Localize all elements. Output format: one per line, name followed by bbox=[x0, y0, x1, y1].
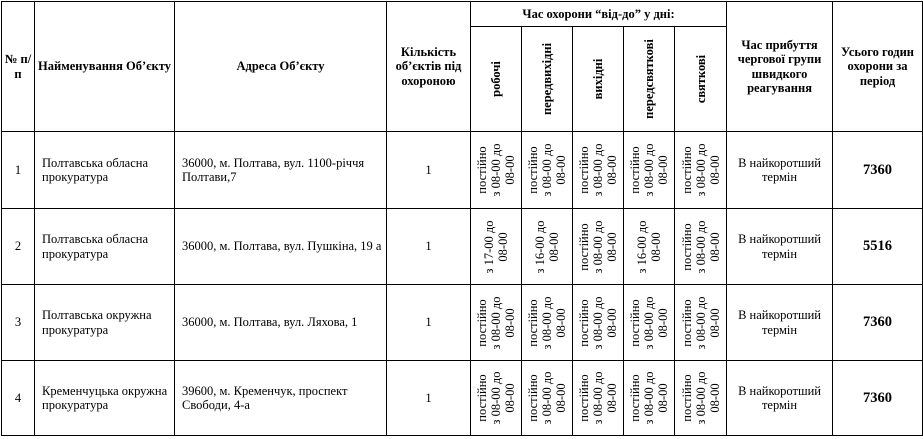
header-day-pre-holiday: передсвяткові bbox=[624, 27, 675, 132]
header-day-holiday: святкові bbox=[675, 27, 727, 132]
header-arrival: Час прибуття чергової групи швидкого реагування bbox=[727, 2, 833, 132]
row-day-cell: постійно з 08-00 до 08-00 bbox=[675, 132, 727, 209]
header-day-workdays: робочі bbox=[471, 27, 522, 132]
row-day-cell: постійно з 08-00 до 08-00 bbox=[471, 361, 522, 436]
row-count: 1 bbox=[387, 132, 471, 209]
row-total: 7360 bbox=[833, 361, 923, 436]
row-day-cell: постійно з 08-00 до 08-00 bbox=[573, 209, 624, 285]
row-name: Полтавська обласна прокуратура bbox=[35, 132, 175, 209]
table-row bbox=[2, 361, 923, 436]
row-day-cell: постійно з 08-00 до 08-00 bbox=[675, 361, 727, 436]
security-schedule-table bbox=[1, 1, 923, 436]
row-name: Полтавська окружна прокуратура bbox=[35, 285, 175, 361]
row-address: 39600, м. Кременчук, проспект Свободи, 4-а bbox=[175, 361, 387, 436]
row-num: 2 bbox=[2, 209, 35, 285]
row-day-cell: постійно з 08-00 до 08-00 bbox=[573, 285, 624, 361]
row-day-cell: постійно з 08-00 до 08-00 bbox=[522, 361, 573, 436]
row-count: 1 bbox=[387, 361, 471, 436]
table-row bbox=[2, 132, 923, 209]
header-schedule: Час охорони “від-до” у дні: bbox=[471, 2, 727, 27]
row-arrival: В найкоротший термін bbox=[727, 209, 833, 285]
row-day-cell: постійно з 08-00 до 08-00 bbox=[675, 209, 727, 285]
row-address: 36000, м. Полтава, вул. 1100-річчя Полтави,7 bbox=[175, 132, 387, 209]
row-count: 1 bbox=[387, 209, 471, 285]
row-day-cell: постійно з 08-00 до 08-00 bbox=[522, 285, 573, 361]
row-total: 7360 bbox=[833, 285, 923, 361]
row-day-cell: постійно з 08-00 до 08-00 bbox=[522, 132, 573, 209]
row-total: 5516 bbox=[833, 209, 923, 285]
row-day-cell: з 16-00 до 08-00 bbox=[522, 209, 573, 285]
header-name: Найменування Об’єкту bbox=[35, 2, 175, 132]
header-count: Кількість об’єктів під охороною bbox=[387, 2, 471, 132]
row-day-cell: постійно з 08-00 до 08-00 bbox=[624, 361, 675, 436]
header-address: Адреса Об’єкту bbox=[175, 2, 387, 132]
row-name: Полтавська обласна прокуратура bbox=[35, 209, 175, 285]
row-num: 1 bbox=[2, 132, 35, 209]
row-day-cell: постійно з 08-00 до 08-00 bbox=[675, 285, 727, 361]
header-day-pre-weekend: передвихідні bbox=[522, 27, 573, 132]
row-day-cell: постійно з 08-00 до 08-00 bbox=[573, 361, 624, 436]
row-day-cell: постійно з 08-00 до 08-00 bbox=[573, 132, 624, 209]
row-count: 1 bbox=[387, 285, 471, 361]
header-day-weekend: вихідні bbox=[573, 27, 624, 132]
header-num: № п/п bbox=[2, 2, 35, 132]
row-total: 7360 bbox=[833, 132, 923, 209]
row-arrival: В найкоротший термін bbox=[727, 361, 833, 436]
table-row bbox=[2, 209, 923, 285]
row-arrival: В найкоротший термін bbox=[727, 285, 833, 361]
row-arrival: В найкоротший термін bbox=[727, 132, 833, 209]
row-num: 4 bbox=[2, 361, 35, 436]
header-total: Усього годин охорони за період bbox=[833, 2, 923, 132]
row-day-cell: постійно з 08-00 до 08-00 bbox=[471, 132, 522, 209]
row-address: 36000, м. Полтава, вул. Пушкіна, 19 а bbox=[175, 209, 387, 285]
row-day-cell: постійно з 08-00 до 08-00 bbox=[624, 285, 675, 361]
row-name: Кременчуцька окружна прокуратура bbox=[35, 361, 175, 436]
row-day-cell: постійно з 08-00 до 08-00 bbox=[471, 285, 522, 361]
row-day-cell: з 17-00 до 08-00 bbox=[471, 209, 522, 285]
row-num: 3 bbox=[2, 285, 35, 361]
row-day-cell: постійно з 08-00 до 08-00 bbox=[624, 132, 675, 209]
row-day-cell: з 16-00 до 08-00 bbox=[624, 209, 675, 285]
row-address: 36000, м. Полтава, вул. Ляхова, 1 bbox=[175, 285, 387, 361]
table-row bbox=[2, 285, 923, 361]
